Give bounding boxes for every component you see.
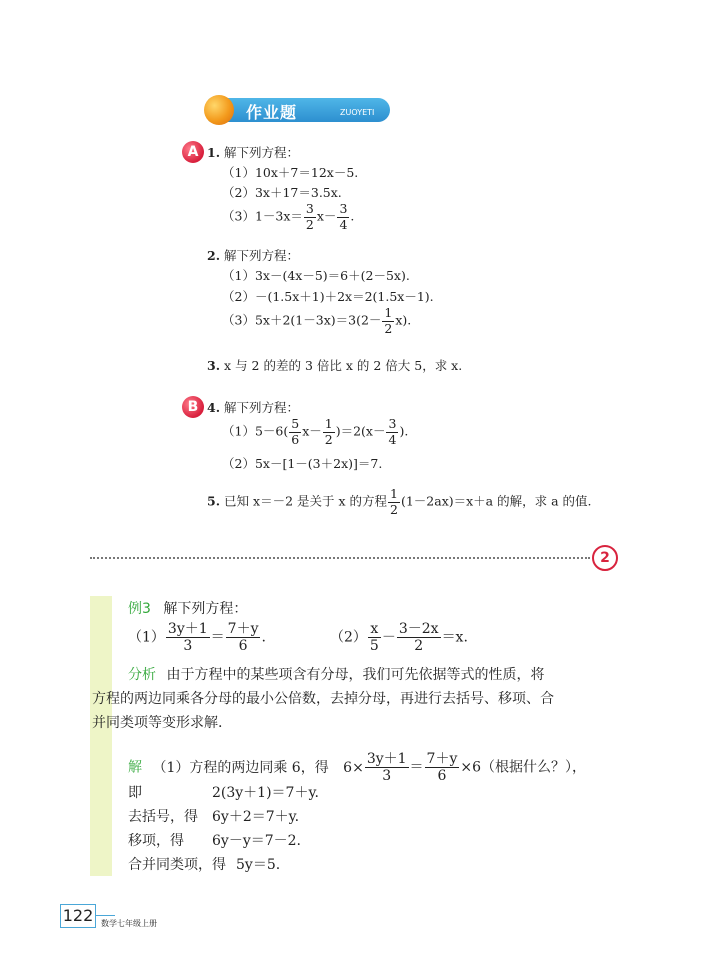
numerator: 1 [390,486,398,501]
equation-text: （1）5－6( [222,423,289,439]
denominator: 4 [388,431,397,447]
book-title: 数学七年级上册 [101,919,157,928]
problem-3-text: x 与 2 的差的 3 倍比 x 的 2 倍大 5，求 x. [224,358,463,373]
fraction [323,418,335,446]
equation-text: － [381,629,396,646]
homework-title: 作业题 [246,103,298,122]
step-4-label: 合并同类项，得 [128,857,226,873]
problem-1-item-1: （1）10x＋7＝12x－5. [222,165,359,180]
denominator: 2 [390,501,398,517]
fraction [365,752,409,783]
analysis-label: 分析 [128,667,156,683]
step-1-label: 即 [128,785,142,801]
step-4-equation: 5y＝5. [236,857,281,873]
solution-line [128,752,586,783]
numerator: 1 [384,305,393,320]
problem-2 [207,246,299,264]
denominator: 4 [339,216,348,232]
fraction [386,418,398,446]
problem-5-number: 5. [207,493,221,509]
step-3-label: 移项，得 [128,833,184,849]
problem-3 [207,356,462,374]
denominator: 2 [305,216,314,232]
numerator: 7＋y [426,751,458,767]
numerator: x [368,622,381,638]
denominator: 5 [369,638,379,654]
equation-text: ＝ [409,759,424,776]
example-equation-1 [128,622,266,653]
step-2-label: 去括号，得 [128,809,198,825]
equation-text: x－ [302,423,322,439]
problem-5 [207,488,591,516]
step-1-equation: 2(3y＋1)＝7＋y. [212,785,319,801]
level-b-badge: B [182,396,204,418]
numerator: 3 [339,201,348,216]
equation-text: ). [399,423,409,439]
equation-text: （1） [128,629,165,646]
fraction [289,418,301,446]
fraction [425,752,460,783]
problem-5-text: (1－2ax)＝x＋a 的解，求 a 的值. [400,493,592,509]
equation-text: x). [395,312,412,328]
numerator: 7＋y [227,621,259,637]
equation-text: （2） [330,629,367,646]
fraction [337,203,349,231]
denominator: 2 [384,320,393,336]
homework-title-en: ZUOYETI [340,108,375,117]
numerator: 3 [388,416,397,431]
numerator: 1 [324,416,333,431]
section-number: 2 [592,545,618,571]
problem-1-item-3 [222,203,354,231]
analysis-line-1 [128,664,544,684]
orange-ball-icon [204,95,234,125]
denominator: 6 [238,638,248,654]
denominator: 3 [183,638,193,654]
equation-text: 6× [343,759,364,776]
problem-3-number: 3. [207,358,221,373]
fraction [397,622,441,653]
equation-text: ＝x. [441,629,468,646]
problem-5-text: 已知 x＝－2 是关于 x 的方程 [224,493,387,509]
example-prompt: 解下列方程： [163,601,248,617]
equation-text: . [350,208,355,224]
problem-1-number: 1. [207,145,221,160]
step-3-equation: 6y－y＝7－2. [212,833,301,849]
numerator: 3y＋1 [366,751,407,767]
analysis-line-3: 并同类项等变形求解. [92,715,223,731]
fraction [388,488,400,516]
numerator: 3 [305,201,314,216]
problem-4-item-1 [222,418,408,446]
footer-divider [95,915,115,916]
numerator: 5 [291,416,300,431]
solution-label: 解 [128,759,142,776]
denominator: 6 [291,431,300,447]
level-a-badge: A [182,141,204,163]
problem-2-prompt: 解下列方程： [224,248,300,263]
analysis-line-2: 方程的两边同乘各分母的最小公倍数，去掉分母，再进行去括号、移项、合 [92,691,554,707]
problem-2-item-1: （1）3x－(4x－5)＝6＋(2－5x). [222,268,410,283]
problem-1-item-2: （2）3x＋17＝3.5x. [222,185,342,200]
equation-text: )＝2(x－ [335,423,386,439]
equation-text: （3）5x＋2(1－3x)＝3(2－ [222,312,382,328]
equation-text: x－ [316,208,337,224]
fraction [382,307,394,335]
problem-4-number: 4. [207,400,221,415]
numerator: 3－2x [398,621,439,637]
page-number: 122 [60,904,96,928]
fraction [368,622,381,653]
numerator: 3y＋1 [167,621,208,637]
problem-1 [207,143,299,161]
example-equation-2 [330,622,468,653]
equation-text: （3）1－3x＝ [222,208,303,224]
denominator: 3 [382,768,392,784]
section-divider [90,557,590,559]
example-side-bar [90,596,112,876]
equation-text: . [261,629,266,646]
denominator: 6 [437,768,447,784]
problem-4 [207,398,299,416]
fraction [304,203,316,231]
problem-1-prompt: 解下列方程： [224,145,300,160]
step-2-equation: 6y＋2＝7＋y. [212,809,300,825]
analysis-text: 由于方程中的某些项含有分母，我们可先依据等式的性质，将 [166,667,545,683]
problem-2-number: 2. [207,248,221,263]
equation-text: ＝ [210,629,225,646]
problem-4-item-2: （2）5x－[1－(3＋2x)]＝7. [222,456,383,471]
problem-2-item-2: （2）－(1.5x＋1)＋2x＝2(1.5x－1). [222,289,434,304]
denominator: 2 [414,638,424,654]
denominator: 2 [324,431,333,447]
example-header [128,598,247,618]
problem-4-prompt: 解下列方程： [224,400,300,415]
fraction [226,622,261,653]
problem-2-item-3 [222,307,411,335]
fraction [166,622,210,653]
equation-text: ×6（根据什么？）， [460,759,587,776]
solution-text: （1）方程的两边同乘 6，得 [152,759,329,776]
example-label: 例3 [128,601,151,617]
